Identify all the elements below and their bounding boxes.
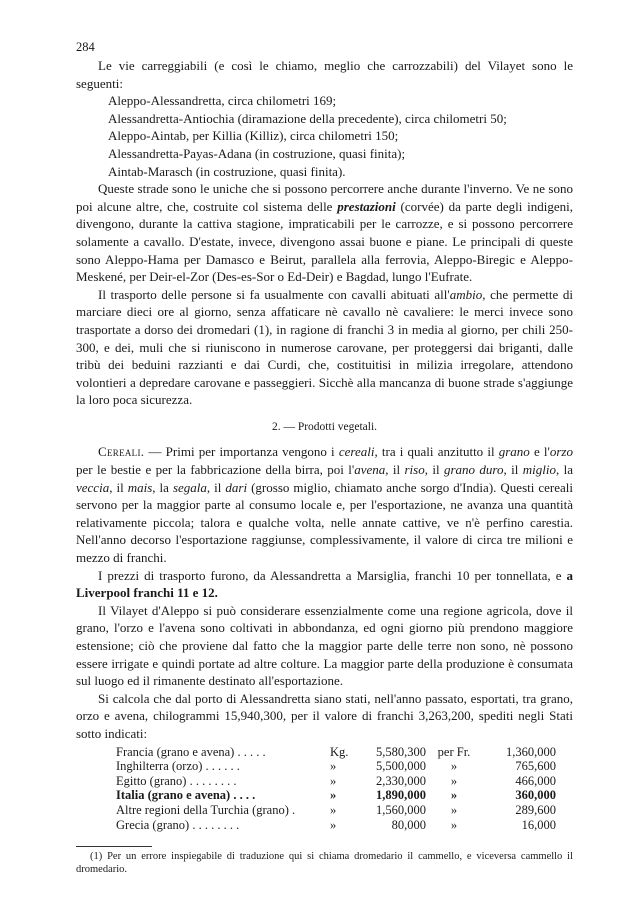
paragraph-agriculture: Il Vilayet d'Aleppo si può considerare essenzialmente come una regione agricola, dove il grano, l'orzo e l'avena sono coltivati in abbondanza, ed ogni giorno più prendono maggiore estensione; ciò che proviene dal fatto che la maggior parte delle terre non sono, nè possono essere irrigate e quindi portate ad altre colture. La maggior parte della produzione è consumata sul luogo ed il rimanente destinato all'esportazione. bbox=[76, 602, 573, 689]
paragraph-transport-prices: I prezzi di trasporto furono, da Alessandretta a Marsiglia, franchi 10 per tonnellata, e a Liverpool franchi 11 e 12. bbox=[76, 567, 573, 601]
road-item: Aintab-Marasch (in costruzione, quasi finita). bbox=[108, 163, 346, 179]
page-number: 284 bbox=[76, 40, 95, 54]
emphasis-prestazioni: prestazioni bbox=[337, 198, 396, 214]
table-row: Altre regioni della Turchia (grano) . » 1,560,000 » 289,600 bbox=[116, 802, 556, 817]
exports-table bbox=[116, 745, 556, 833]
cereali-label: Cereali. bbox=[98, 444, 145, 460]
road-item: Alessandretta-Antiochia (diramazione della precedente), circa chilometri 50; bbox=[108, 110, 507, 126]
footnote-rule bbox=[76, 846, 152, 847]
road-item: Alessandretta-Payas-Adana (in costruzione, quasi finita); bbox=[108, 145, 406, 161]
road-item: Aleppo-Alessandretta, circa chilometri 169; bbox=[108, 93, 337, 109]
page-body bbox=[76, 57, 573, 876]
road-item: Aleppo-Aintab, per Killia (Killiz), circa chilometri 150; bbox=[108, 128, 399, 144]
emphasis-ambio: ambio bbox=[449, 286, 483, 302]
paragraph-exports-intro: Si calcola che dal porto di Alessandretta siano stati, nell'anno passato, esportati, tra grano, orzo e avena, chilogrammi 15,940,300, per il valore di franchi 3,263,200, spediti negli Stati sotto indicati: bbox=[76, 690, 573, 741]
roads-intro: Le vie carreggiabili (e così le chiamo, meglio che carrozzabili) del Vilayet sono le seguenti: bbox=[76, 58, 573, 91]
footnote: (1) Per un errore inspiegabile di traduzione qui si chiama dromedario il cammello, e viceversa cammello il dromedario. bbox=[76, 851, 573, 875]
paragraph-roads-winter: Queste strade sono le uniche che si possono percorrere anche durante l'inverno. Ve ne sono poi alcune altre, che, costruite col sistema delle prestazioni (corvée) da parte degli indigeni, divengono, durante la cattiva stagione, impraticabili per le carrozze, e si possono percorrere solamente a cavallo. D'estate, invece, divengono assai buone e piane. Le principali di queste sono Aleppo-Hama per Damasco e Beirut, parallela alla ferrovia, Aleppo-Biregic e Aleppo-Meskené, per Deir-el-Zor (Des-es-Sor o Ed-Deir) e Bagdad, lungo l'Eufrate. bbox=[76, 181, 573, 285]
table-row: Francia (grano e avena) . . . . . Kg. 5,580,300 per Fr. 1,360,000 bbox=[116, 744, 556, 759]
roads-list bbox=[76, 92, 573, 180]
table-row: Inghilterra (orzo) . . . . . . » 5,500,000 » 765,600 bbox=[116, 759, 556, 774]
paragraph-cereali: Cereali. — Primi per importanza vengono i cereali, tra i quali anzitutto il grano e l'orzo per le bestie e per la fabbricazione della birra, poi l'avena, il riso, il grano duro, il miglio, la veccia, il mais, la segala, il dari (grosso miglio, chiamato anche sorgo d'India). Questi cereali servono per la maggior parte al consumo locale e, per l'esportazione, ne avanza una quantità relativamente piccola; talora e qualche volta, nelle annate cattive, ve n'è perfino carestia. Nell'anno decorso l'esportazione raggiunse, complessivamente, il valore di circa tre milioni e mezzo di franchi. bbox=[76, 444, 573, 566]
paragraph-transport: Il trasporto delle persone si fa usualmente con cavalli abituati all'ambio, che permette di marciare dieci ore al giorno, senza affaticare nè cavallo nè cavaliere: le merci invece sono trasportate a dorso dei dromedari (1), in ragione di franchi 3 in media al giorno, per chili 250-300, e dei, muli che si riuniscono in numerose carovane, per proteggersi dai briganti, dalle tribù dei beduini razzianti e dai Curdi, che, costituitisi in milizia irregolare, attendono volontieri a depredare carovane e passeggieri. Sicchè alla mancanza di buone strade s'aggiunge la loro poca sicurezza. bbox=[76, 286, 573, 408]
table-row: Egitto (grano) . . . . . . . . » 2,330,000 » 466,000 bbox=[116, 773, 556, 788]
table-row: Italia (grano e avena) . . . . » 1,890,000 » 360,000 bbox=[116, 788, 556, 803]
table-row: Grecia (grano) . . . . . . . . » 80,000 » 16,000 bbox=[116, 817, 556, 832]
section-heading: 2. — Prodotti vegetali. bbox=[271, 420, 378, 433]
